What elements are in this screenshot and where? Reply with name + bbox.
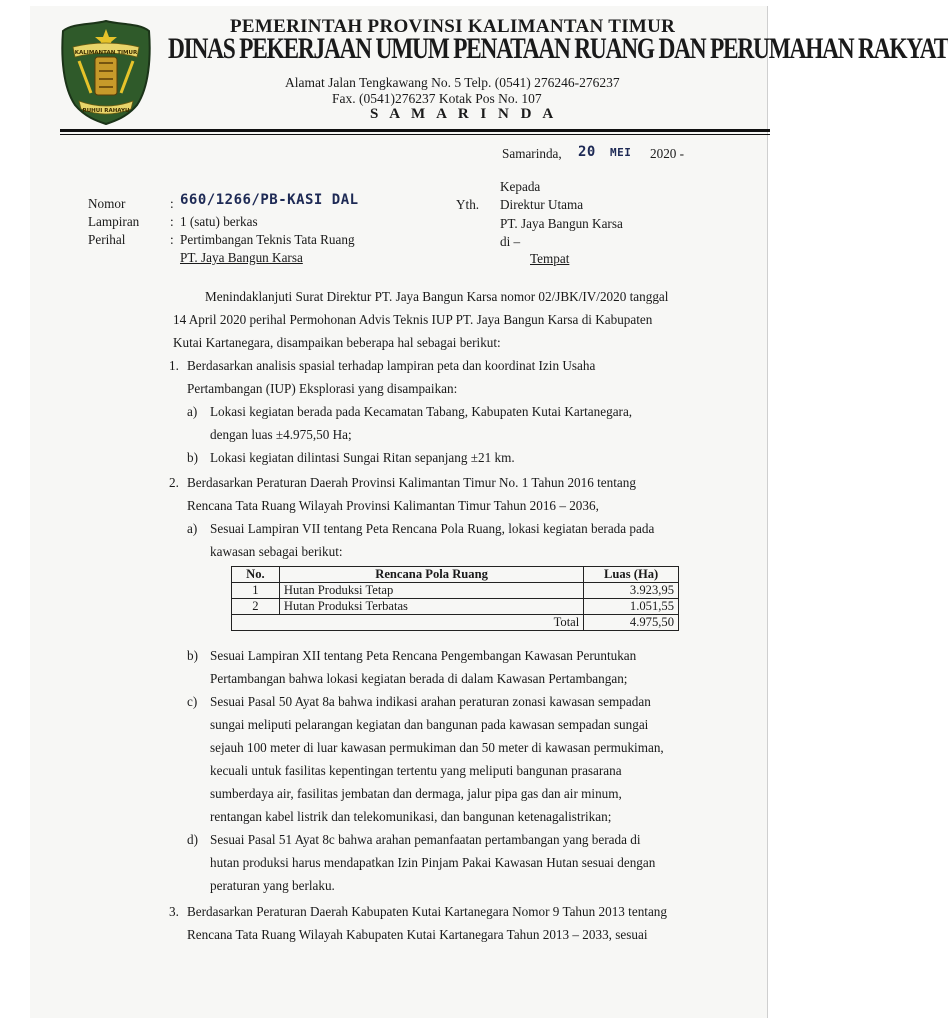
point-2c-line-6: rentangan kabel listrik dan telekomunikasi, dan bangunan ketenagalistrikan; xyxy=(210,809,612,824)
point-2b-line-2: Pertambangan bahwa lokasi kegiatan berada di dalam Kawasan Pertambangan; xyxy=(210,671,628,686)
nomor-label: Nomor xyxy=(88,196,126,211)
table-row xyxy=(232,599,679,615)
intro-line-3: Kutai Kartanegara, disampaikan beberapa hal sebagai berikut: xyxy=(173,335,501,350)
point-2c-line-2: sungai meliputi pelarangan kegiatan dan bangunan pada kawasan sempadan sungai xyxy=(210,717,649,732)
point-2d-line-2: hutan produksi harus mendapatkan Izin Pinjam Pakai Kawasan Hutan sesuai dengan xyxy=(210,855,656,870)
header-city: S A M A R I N D A xyxy=(370,106,558,122)
point-3-line-2: Rencana Tata Ruang Wilayah Kabupaten Kutai Kartanegara Tahun 2013 – 2033, sesuai xyxy=(187,927,648,942)
point-2d-line-3: peraturan yang berlaku. xyxy=(210,878,335,893)
pola-ruang-table xyxy=(231,566,679,631)
nomor-colon: : xyxy=(170,196,174,211)
header-address: Alamat Jalan Tengkawang No. 5 Telp. (0541) 276246-276237 xyxy=(285,75,620,90)
intro-line-1: Menindaklanjuti Surat Direktur PT. Jaya Bangun Karsa nomor 02/JBK/IV/2020 tanggal xyxy=(205,289,669,304)
date-day-handwritten: 20 xyxy=(578,144,596,160)
point-2-line-1: Berdasarkan Peraturan Daerah Provinsi Kalimantan Timur No. 1 Tahun 2016 tentang xyxy=(187,475,636,490)
table-header-area: Luas (Ha) xyxy=(584,567,679,583)
date-month-handwritten: MEI xyxy=(610,146,632,159)
table-cell-area: 1.051,55 xyxy=(584,599,679,615)
header-agency: DINAS PEKERJAAN UMUM PENATAAN RUANG DAN PERUMAHAN RAKYAT xyxy=(168,32,948,65)
point-2c-line-4: kecuali untuk fasilitas kepentingan tertentu yang meliputi bangunan prasarana xyxy=(210,763,622,778)
point-1a-line-1: Lokasi kegiatan berada pada Kecamatan Tabang, Kabupaten Kutai Kartanegara, xyxy=(210,404,633,419)
recipient-line4: Tempat xyxy=(530,251,570,266)
nomor-value-handwritten: 660/1266/PB-KASI DAL xyxy=(180,192,359,208)
table-cell-no: 1 xyxy=(232,583,280,599)
table-total-label: Total xyxy=(232,615,584,631)
table-header-name: Rencana Pola Ruang xyxy=(279,567,583,583)
svg-text:RUHUI RAHAYU: RUHUI RAHAYU xyxy=(82,108,130,114)
table-cell-name: Hutan Produksi Terbatas xyxy=(279,599,583,615)
recipient-yth: Yth. xyxy=(456,197,480,212)
svg-text:KALIMANTAN TIMUR: KALIMANTAN TIMUR xyxy=(74,50,138,56)
header-government: PEMERINTAH PROVINSI KALIMANTAN TIMUR xyxy=(230,16,676,37)
point-2c-line-1: Sesuai Pasal 50 Ayat 8a bahwa indikasi arahan peraturan zonasi kawasan sempadan xyxy=(210,694,651,709)
date-place: Samarinda, xyxy=(502,146,562,161)
point-1b-line-1: Lokasi kegiatan dilintasi Sungai Ritan sepanjang ±21 km. xyxy=(210,450,515,465)
header-rule-thin xyxy=(60,134,770,135)
recipient-kepada: Kepada xyxy=(500,179,541,194)
point-1b-label: b) xyxy=(187,450,198,465)
lampiran-value: 1 (satu) berkas xyxy=(180,214,258,229)
point-2a-line-1: Sesuai Lampiran VII tentang Peta Rencana Pola Ruang, lokasi kegiatan berada pada xyxy=(210,521,655,536)
recipient-line3: di – xyxy=(500,234,521,249)
table-total-row xyxy=(232,615,679,631)
point-2d-line-1: Sesuai Pasal 51 Ayat 8c bahwa arahan pemanfaatan pertambangan yang berada di xyxy=(210,832,641,847)
header-fax: Fax. (0541)276237 Kotak Pos No. 107 xyxy=(332,91,542,106)
perihal-label: Perihal xyxy=(88,232,126,247)
point-1a-line-2: dengan luas ±4.975,50 Ha; xyxy=(210,427,352,442)
coat-of-arms-logo xyxy=(59,17,153,125)
point-2c-line-5: sumberdaya air, fasilitas jembatan dan dermaga, jalur pipa gas dan air minum, xyxy=(210,786,622,801)
point-1-line-1: Berdasarkan analisis spasial terhadap lampiran peta dan koordinat Izin Usaha xyxy=(187,358,596,373)
table-cell-area: 3.923,95 xyxy=(584,583,679,599)
lampiran-label: Lampiran xyxy=(88,214,140,229)
table-cell-no: 2 xyxy=(232,599,280,615)
recipient-line2: PT. Jaya Bangun Karsa xyxy=(500,216,623,231)
perihal-value-2: PT. Jaya Bangun Karsa xyxy=(180,250,303,265)
perihal-value-1: Pertimbangan Teknis Tata Ruang xyxy=(180,232,355,247)
point-2d-label: d) xyxy=(187,832,198,847)
table-row xyxy=(232,583,679,599)
point-1-number: 1. xyxy=(169,358,179,373)
point-2c-line-3: sejauh 100 meter di luar kawasan permukiman dan 50 meter di kawasan permukiman, xyxy=(210,740,664,755)
intro-line-2: 14 April 2020 perihal Permohonan Advis Teknis IUP PT. Jaya Bangun Karsa di Kabupaten xyxy=(173,312,653,327)
point-2-line-2: Rencana Tata Ruang Wilayah Provinsi Kalimantan Timur Tahun 2016 – 2036, xyxy=(187,498,599,513)
table-header-row xyxy=(232,567,679,583)
point-2b-line-1: Sesuai Lampiran XII tentang Peta Rencana Pengembangan Kawasan Peruntukan xyxy=(210,648,637,663)
point-1a-label: a) xyxy=(187,404,198,419)
point-3-line-1: Berdasarkan Peraturan Daerah Kabupaten Kutai Kartanegara Nomor 9 Tahun 2013 tentang xyxy=(187,904,667,919)
point-3-number: 3. xyxy=(169,904,179,919)
recipient-line1: Direktur Utama xyxy=(500,197,584,212)
point-2a-label: a) xyxy=(187,521,198,536)
point-2a-line-2: kawasan sebagai berikut: xyxy=(210,544,343,559)
table-header-no: No. xyxy=(232,567,280,583)
date-year: 2020 - xyxy=(650,146,685,161)
table-cell-name: Hutan Produksi Tetap xyxy=(279,583,583,599)
point-2b-label: b) xyxy=(187,648,198,663)
table-total-value: 4.975,50 xyxy=(584,615,679,631)
point-2-number: 2. xyxy=(169,475,179,490)
header-rule-thick xyxy=(60,129,770,132)
point-1-line-2: Pertambangan (IUP) Eksplorasi yang disampaikan: xyxy=(187,381,458,396)
point-2c-label: c) xyxy=(187,694,198,709)
lampiran-colon: : xyxy=(170,214,174,229)
perihal-colon: : xyxy=(170,232,174,247)
